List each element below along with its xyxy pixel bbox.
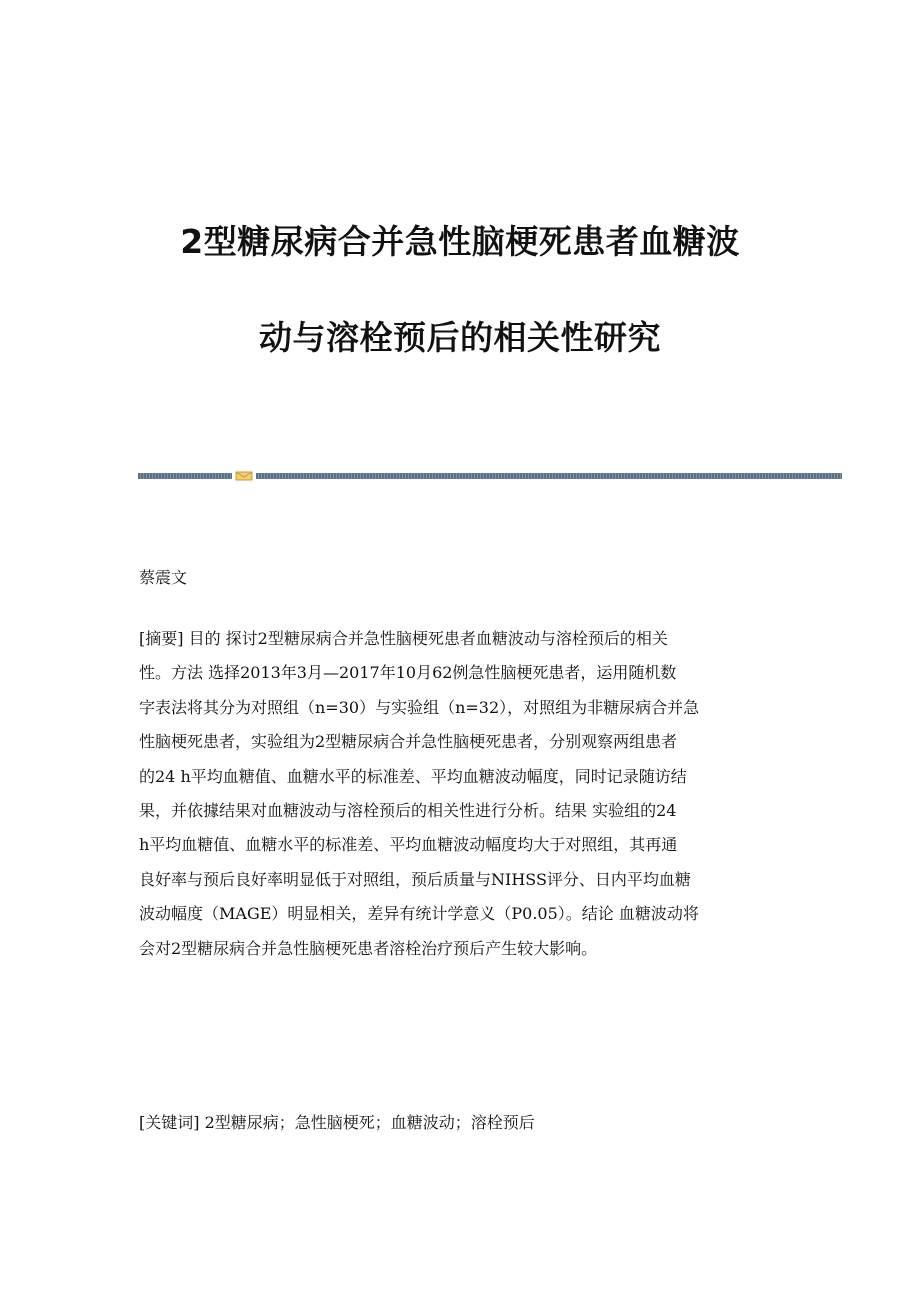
- title-line-1: 2型糖尿病合并急性脑梗死患者血糖波: [180, 222, 740, 261]
- abstract-line: 波动幅度（MAGE）明显相关，差异有统计学意义（P0.05）。结论 血糖波动将: [139, 904, 699, 924]
- abstract-line: 性。方法 选择2013年3月—2017年10月62例急性脑梗死患者，运用随机数: [139, 663, 677, 683]
- abstract-line: 的24 h平均血糖值、血糖水平的标准差、平均血糖波动幅度，同时记录随访结: [139, 766, 687, 786]
- envelope-icon: [235, 471, 253, 481]
- divider-bar-right: [256, 473, 842, 479]
- section-divider: [138, 471, 842, 481]
- abstract: [139, 622, 781, 966]
- title-line-2: 动与溶栓预后的相关性研究: [259, 318, 661, 357]
- author-name: 蔡震文: [139, 568, 188, 587]
- abstract-line: 良好率与预后良好率明显低于对照组，预后质量与NIHSS评分、日内平均血糖: [139, 869, 691, 889]
- abstract-line: 果，并依據结果对血糖波动与溶栓预后的相关性进行分析。结果 实验组的24: [139, 800, 677, 820]
- abstract-line: 性脑梗死患者，实验组为2型糖尿病合并急性脑梗死患者，分别观察两组患者: [139, 732, 678, 752]
- abstract-line: h平均血糖值、血糖水平的标准差、平均血糖波动幅度均大于对照组，其再通: [139, 835, 678, 855]
- divider-bar-left: [138, 473, 232, 479]
- abstract-line: 字表法将其分为对照组（n=30）与实验组（n=32），对照组为非糖尿病合并急: [139, 697, 700, 717]
- abstract-line: [摘要] 目的 探讨2型糖尿病合并急性脑梗死患者血糖波动与溶栓预后的相关: [139, 629, 668, 648]
- keywords: [关键词] 2型糖尿病；急性脑梗死；血糖波动；溶栓预后: [139, 1113, 535, 1132]
- abstract-line: 会对2型糖尿病合并急性脑梗死患者溶栓治疗预后产生较大影响。: [139, 938, 598, 958]
